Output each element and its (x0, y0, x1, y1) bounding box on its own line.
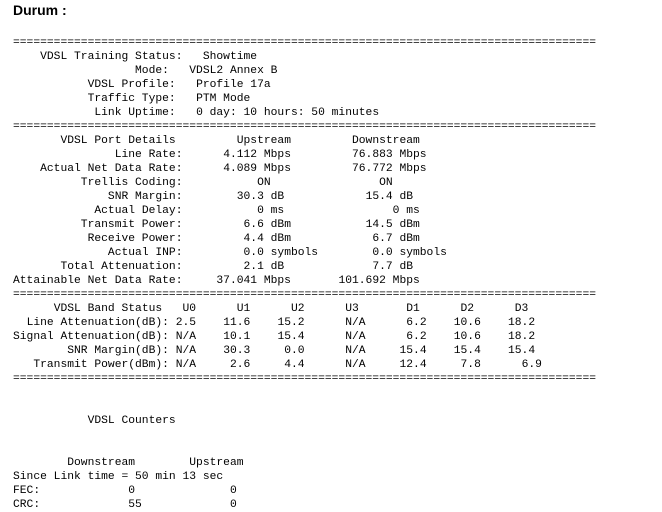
counters-downstream-header: Downstream (67, 457, 136, 469)
band-cell: N/A (345, 317, 366, 329)
band-cell: 15.4 (277, 331, 305, 343)
band-col: D1 (406, 303, 420, 315)
band-row-label: Signal Attenuation(dB): (13, 331, 169, 343)
band-cell: 12.4 (399, 359, 427, 371)
port-row-label: Actual INP: (107, 247, 183, 259)
band-cell: 2.5 (175, 317, 197, 329)
fec-downstream: 0 (128, 485, 136, 497)
port-row-down: 76.772 Mbps (352, 163, 427, 175)
port-row-up: 2.1 dB (243, 261, 285, 273)
band-row-label: SNR Margin(dB): (67, 345, 169, 357)
mode-value: VDSL2 Annex B (189, 65, 278, 77)
band-cell: 6.9 (521, 359, 542, 371)
port-row-label: Receive Power: (87, 233, 183, 245)
band-cell: 6.2 (406, 317, 427, 329)
uptime-label: Link Uptime: (94, 107, 176, 119)
counters-upstream-header: Upstream (189, 457, 244, 469)
traffic-value: PTM Mode (196, 93, 251, 105)
crc-upstream: 0 (229, 499, 237, 511)
band-cell: N/A (175, 359, 197, 371)
band-cell: N/A (345, 331, 366, 343)
training-status-value: Showtime (202, 51, 258, 63)
band-cell: 0.0 (284, 345, 305, 357)
separator: ====================================================================================== (13, 373, 597, 385)
band-cell: N/A (175, 345, 197, 357)
port-row-up: ON (257, 177, 271, 189)
port-row-down: 0 ms (392, 205, 420, 217)
uptime-value: 0 day: 10 hours: 50 minutes (196, 107, 380, 119)
port-row-up: 4.089 Mbps (223, 163, 291, 175)
port-row-up: 0 ms (257, 205, 285, 217)
port-header: VDSL Port Details (60, 135, 176, 147)
band-cell: 6.2 (406, 331, 427, 343)
port-row-label: Actual Delay: (94, 205, 183, 217)
port-row-up: 37.041 Mbps (216, 275, 291, 287)
port-row-down: 7.7 dB (372, 261, 414, 273)
crc-label: CRC: (13, 499, 41, 511)
port-row-down: 14.5 dBm (365, 219, 420, 231)
port-row-down: 6.7 dBm (372, 233, 420, 245)
band-cell: 11.6 (223, 317, 251, 329)
port-row-down: ON (379, 177, 393, 189)
band-cell: 4.4 (284, 359, 305, 371)
band-cell: 7.8 (460, 359, 481, 371)
band-cell: 10.6 (453, 317, 481, 329)
separator: ====================================================================================== (13, 37, 597, 49)
port-row-down: 101.692 Mbps (338, 275, 420, 287)
band-col: D3 (514, 303, 529, 315)
band-row-label: Line Attenuation(dB): (26, 317, 169, 329)
port-row-up: 6.6 dBm (243, 219, 291, 231)
traffic-label: Traffic Type: (87, 93, 176, 105)
band-col: U2 (291, 303, 305, 315)
port-row-label: Transmit Power: (80, 219, 183, 231)
band-cell: N/A (175, 331, 197, 343)
port-row-label: SNR Margin: (107, 191, 183, 203)
port-row-up: 4.4 dBm (243, 233, 291, 245)
port-upstream-header: Upstream (236, 135, 291, 147)
profile-label: VDSL Profile: (87, 79, 176, 91)
band-col: U0 (182, 303, 197, 315)
separator: ====================================================================================== (13, 121, 597, 133)
port-row-label: Attainable Net Data Rate: (13, 275, 183, 287)
band-cell: 15.4 (453, 345, 481, 357)
band-col: U1 (236, 303, 251, 315)
fec-label: FEC: (13, 485, 41, 497)
mode-label: Mode: (135, 65, 169, 77)
port-row-label: Trellis Coding: (80, 177, 183, 189)
port-row-label: Total Attenuation: (60, 261, 183, 273)
band-cell: 10.6 (453, 331, 481, 343)
separator: ====================================================================================== (13, 289, 597, 301)
crc-downstream: 55 (128, 499, 142, 511)
band-cell: 2.6 (229, 359, 251, 371)
band-cell: 18.2 (508, 317, 536, 329)
band-cell: N/A (345, 359, 366, 371)
page-title: Durum : (13, 2, 67, 18)
counters-title: VDSL Counters (87, 415, 176, 427)
band-row-label: Transmit Power(dBm): (33, 359, 169, 371)
port-row-down: 15.4 dB (365, 191, 414, 203)
band-header: VDSL Band Status (53, 303, 163, 315)
training-status-label: VDSL Training Status: (40, 51, 183, 63)
band-cell: 30.3 (223, 345, 251, 357)
band-col: U3 (345, 303, 359, 315)
status-report (13, 36, 596, 512)
band-cell: 15.4 (399, 345, 427, 357)
port-row-down: 76.883 Mbps (352, 149, 427, 161)
band-cell: 15.4 (508, 345, 536, 357)
profile-value: Profile 17a (196, 79, 271, 91)
fec-upstream: 0 (229, 485, 237, 497)
port-row-up: 0.0 symbols (243, 247, 319, 259)
port-row-up: 4.112 Mbps (223, 149, 291, 161)
since-link-time: Since Link time = 50 min 13 sec (13, 471, 224, 483)
band-col: D2 (460, 303, 475, 315)
port-row-down: 0.0 symbols (372, 247, 447, 259)
band-cell: 18.2 (508, 331, 536, 343)
band-cell: N/A (345, 345, 366, 357)
band-cell: 15.2 (277, 317, 305, 329)
port-downstream-header: Downstream (351, 135, 420, 147)
port-row-label: Actual Net Data Rate: (40, 163, 183, 175)
port-row-up: 30.3 dB (236, 191, 285, 203)
port-row-label: Line Rate: (114, 149, 183, 161)
band-cell: 10.1 (223, 331, 251, 343)
